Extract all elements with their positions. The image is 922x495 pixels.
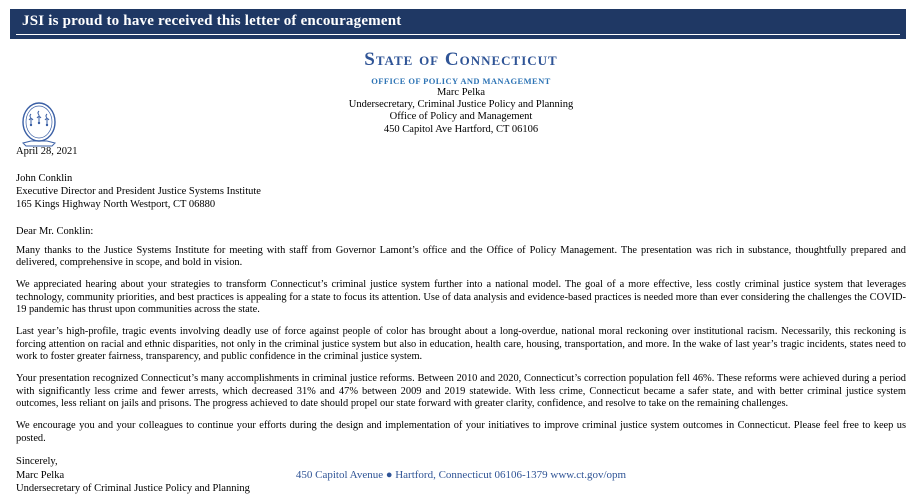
encouragement-banner xyxy=(10,9,906,39)
paragraph-5: We encourage you and your colleagues to continue your efforts during the design and implementation of your initiatives to improve criminal justice system outcomes in Connecticut. Please feel free to keep us posted. xyxy=(16,420,906,444)
recipient-block xyxy=(16,173,906,211)
letterhead-state-title: State of Connecticut xyxy=(364,49,558,70)
closing-name: Marc Pelka xyxy=(16,469,65,481)
recipient-title: Executive Director and President Justice Systems Institute xyxy=(16,185,261,197)
letter-body xyxy=(0,146,922,495)
footer-address: 450 Capitol Avenue ● Hartford, Connecticut 06106-1379 xyxy=(295,469,548,481)
letter-footer xyxy=(0,469,922,481)
letterhead-org: Office of Policy and Management xyxy=(389,111,533,123)
closing-title: Undersecretary of Criminal Justice Policy and Planning xyxy=(16,482,250,494)
letter-document xyxy=(0,9,922,494)
banner-text: JSI is proud to have received this letter of encouragement xyxy=(22,13,402,29)
paragraph-4: Your presentation recognized Connecticut’s many accomplishments in criminal justice reforms. Between 2010 and 2020, Connecticut’s correction population fell 46%. These reforms were achieved during a period with significantly less crime and fewer arrests, which decreased 31% and 47% between 2009 and 2019 statewide. With less crime, Connecticut became a safer state, and with better criminal justice system outcomes, less reliant on jails and prisons. The progress achieved to date should propel our state forward with greater clarity, confidence, and resolve to take on the remaining challenges. xyxy=(16,373,906,410)
letterhead xyxy=(0,49,922,136)
letter-date: April 28, 2021 xyxy=(16,146,78,158)
connecticut-state-seal-icon xyxy=(18,101,60,151)
footer-url-link[interactable]: www.ct.gov/opm xyxy=(550,469,627,481)
closing-valediction: Sincerely, xyxy=(16,456,58,468)
salutation: Dear Mr. Conklin: xyxy=(16,225,94,237)
paragraph-3: Last year’s high-profile, tragic events involving deadly use of force against people of color has brought about a long-overdue, national moral reckoning over institutional racism. Necessarily, this reckoning is forcing attention on racial and ethnic disparities, not only in the criminal justice system but also in education, health care, housing, transportation, and more. In the wake of last year’s tragic incidents, states need to work to foster greater fairness, transparency, and public confidence in the criminal justice system. xyxy=(16,325,906,363)
recipient-name: John Conklin xyxy=(16,173,73,185)
letterhead-title: Undersecretary, Criminal Justice Policy and Planning xyxy=(348,98,574,110)
letterhead-address: 450 Capitol Ave Hartford, CT 06106 xyxy=(383,123,539,135)
paragraph-1: Many thanks to the Justice Systems Institute for meeting with staff from Governor Lamont’s office and the Office of Policy Management. The presentation was rich in substance, thoughtfully prepared and delivered, comprehensive in scope, and bold in vision. xyxy=(16,244,906,269)
letterhead-office: OFFICE OF POLICY AND MANAGEMENT xyxy=(371,75,551,86)
letterhead-name: Marc Pelka xyxy=(436,86,486,98)
paragraphs xyxy=(16,245,906,446)
paragraph-2: We appreciated hearing about your strategies to transform Connecticut’s criminal justice system further into a national model. The goal of a more effective, less costly criminal justice system that leverages technology, community priorities, and best practices is appealing for a state to focus its attention. Use of data analysis and evidence-based practices is needed more than ever considering the challenges the COVID-19 pandemic has thrust upon communities across the state. xyxy=(16,278,906,316)
recipient-address: 165 Kings Highway North Westport, CT 06880 xyxy=(16,198,216,210)
